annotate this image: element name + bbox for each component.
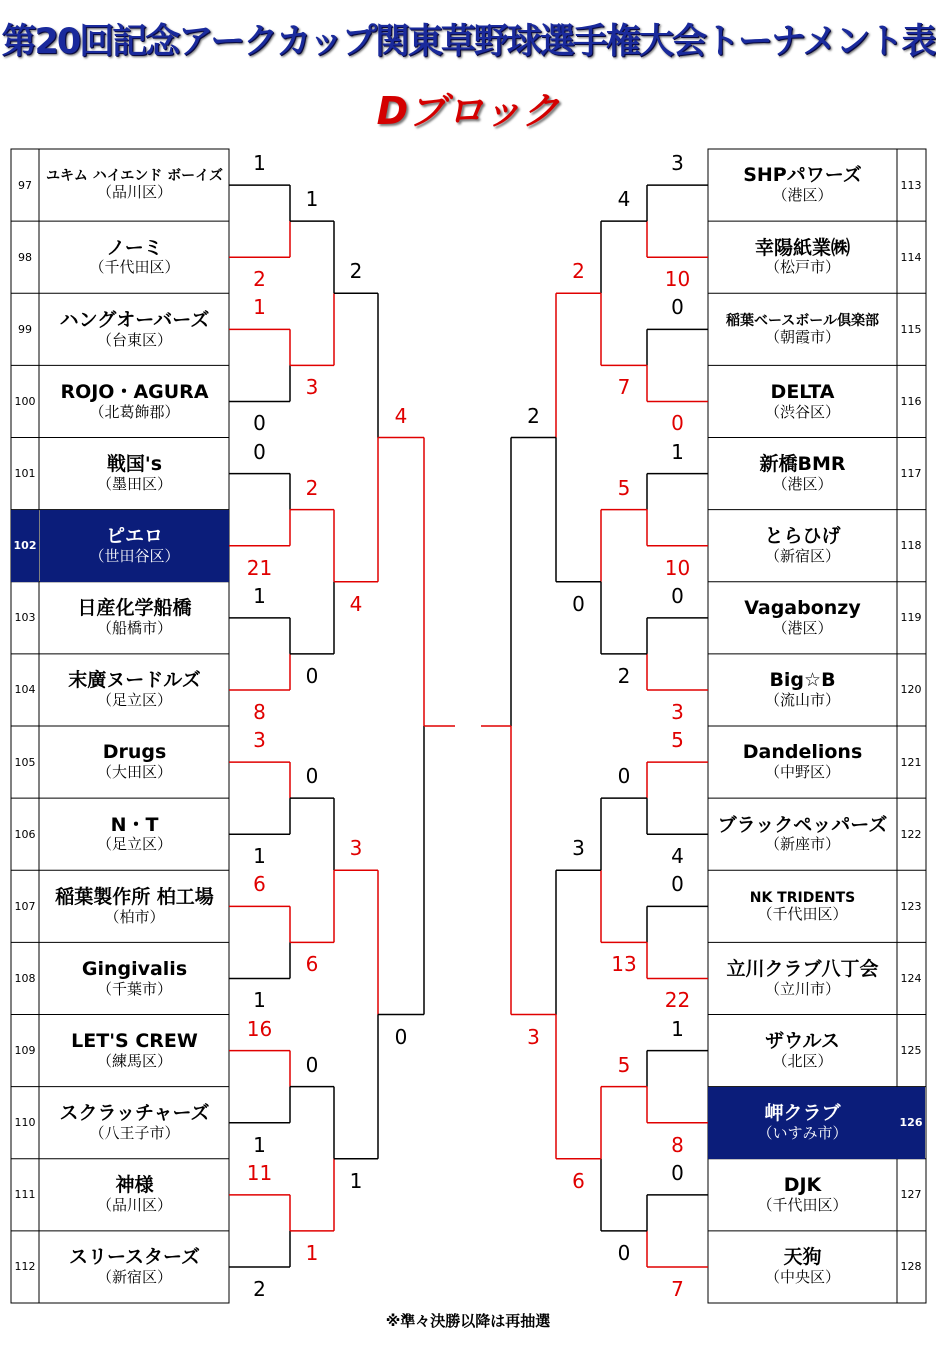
match-score: 1 <box>253 988 266 1013</box>
team-name: 幸陽紙業㈱ <box>754 236 850 259</box>
team-name: LET'S CREW <box>71 1029 198 1052</box>
team-number: 105 <box>14 755 36 769</box>
team-cell <box>40 1087 229 1159</box>
team-name: 新橋BMR <box>759 452 846 475</box>
team-cell <box>40 149 229 221</box>
match-score: 6 <box>305 952 319 977</box>
match-score: 3 <box>253 728 266 753</box>
team-area: （大田区） <box>96 763 172 782</box>
team-cell <box>708 582 897 654</box>
match-score: 11 <box>246 1160 273 1185</box>
team-area: （中野区） <box>764 763 840 782</box>
team-area: （立川市） <box>764 979 840 998</box>
match-score: 6 <box>572 1168 585 1193</box>
team-cell <box>708 1087 897 1159</box>
team-name: 神様 <box>115 1174 154 1197</box>
match-score: 1 <box>253 295 266 320</box>
team-name: ハングオーバーズ <box>59 308 210 331</box>
team-area: （北葛飾郡） <box>89 402 180 421</box>
team-cell <box>40 221 229 293</box>
match-score: 0 <box>572 591 585 616</box>
team-name: Big☆B <box>769 669 836 692</box>
team-name: 稲葉製作所 柏工場 <box>55 885 214 908</box>
team-area: （品川区） <box>96 183 172 202</box>
match-score: 10 <box>664 555 691 580</box>
team-number: 114 <box>900 250 922 264</box>
team-cell <box>708 798 897 870</box>
match-score: 1 <box>305 1240 319 1265</box>
team-number: 112 <box>14 1260 36 1274</box>
match-score: 7 <box>671 1276 684 1301</box>
team-area: （中央区） <box>764 1268 840 1287</box>
match-score: 1 <box>349 1168 363 1193</box>
team-name: DJK <box>783 1174 822 1197</box>
team-cell <box>40 365 229 437</box>
team-name: SHPパワーズ <box>743 164 862 187</box>
match-score: 22 <box>664 988 691 1013</box>
match-score: 0 <box>305 764 319 789</box>
team-number: 99 <box>18 322 32 336</box>
team-cell <box>40 293 229 365</box>
team-area: （品川区） <box>96 1196 172 1215</box>
team-cell <box>40 510 229 582</box>
team-number: 126 <box>897 1087 925 1159</box>
team-name: ユキム ハイエンド ボーイズ <box>46 168 223 185</box>
team-number: 109 <box>14 1044 36 1057</box>
team-area: （足立区） <box>96 835 172 854</box>
team-name: Drugs <box>102 741 167 764</box>
team-cell <box>40 1231 229 1303</box>
match-score: 0 <box>253 411 266 436</box>
match-score: 2 <box>527 403 540 428</box>
team-number: 98 <box>18 250 32 264</box>
team-number: 116 <box>900 394 922 408</box>
match-score: 2 <box>617 663 631 688</box>
team-cell <box>40 582 229 654</box>
match-score: 0 <box>253 439 266 464</box>
match-score: 10 <box>664 267 691 292</box>
team-area: （足立区） <box>96 691 172 710</box>
team-name: ROJO・AGURA <box>60 380 209 403</box>
team-cell <box>40 654 229 726</box>
team-cell <box>40 726 229 798</box>
team-number: 123 <box>900 899 922 913</box>
team-area: （新宿区） <box>764 546 840 565</box>
match-score: 2 <box>572 259 585 284</box>
team-cell <box>708 726 897 798</box>
team-area: （朝霞市） <box>764 327 840 346</box>
match-score: 4 <box>349 591 363 616</box>
team-area: （新座市） <box>764 835 840 854</box>
team-cell <box>708 365 897 437</box>
team-cell <box>708 1231 897 1303</box>
team-number: 101 <box>14 467 36 480</box>
match-score: 1 <box>671 1016 684 1041</box>
match-score: 0 <box>671 411 684 436</box>
team-area: （流山市） <box>764 691 840 710</box>
team-area: （新宿区） <box>96 1268 172 1287</box>
match-score: 21 <box>246 555 273 580</box>
match-score: 7 <box>617 375 631 400</box>
team-area: （船橋市） <box>96 619 172 638</box>
team-cell <box>708 293 897 365</box>
match-score: 1 <box>253 583 266 608</box>
team-area: （港区） <box>772 619 833 638</box>
match-score: 2 <box>305 475 319 500</box>
team-area: （港区） <box>772 186 833 205</box>
team-cell <box>708 149 897 221</box>
match-score: 1 <box>253 1132 266 1157</box>
team-area: （練馬区） <box>96 1051 172 1070</box>
team-area: （千葉市） <box>96 979 172 998</box>
match-score: 16 <box>246 1016 273 1041</box>
match-score: 13 <box>611 952 637 977</box>
team-cell <box>708 510 897 582</box>
team-name: 天狗 <box>783 1246 822 1269</box>
team-name: 日産化学船橋 <box>77 597 192 620</box>
team-cell <box>708 1015 897 1087</box>
team-number: 118 <box>900 539 922 553</box>
team-cell <box>40 798 229 870</box>
team-area: （渋谷区） <box>764 402 840 421</box>
team-number: 107 <box>14 899 36 913</box>
team-name: 岬クラブ <box>764 1102 841 1125</box>
team-cell <box>708 1159 897 1231</box>
match-score: 3 <box>305 375 319 400</box>
match-score: 5 <box>617 475 631 500</box>
team-cell <box>708 870 897 942</box>
team-number: 103 <box>14 611 36 625</box>
footer-note: ※準々決勝以降は再抽選 <box>385 1312 551 1330</box>
team-area: （松戸市） <box>764 258 840 277</box>
match-score: 3 <box>572 836 585 861</box>
team-number: 102 <box>11 510 39 582</box>
match-score: 5 <box>617 1052 631 1077</box>
team-name: スリースターズ <box>68 1246 201 1269</box>
match-score: 0 <box>671 1160 684 1185</box>
team-cell <box>40 438 229 510</box>
team-area: （台東区） <box>96 330 172 349</box>
team-area: （墨田区） <box>96 474 172 493</box>
match-score: 8 <box>671 1132 684 1157</box>
match-score: 1 <box>671 439 684 464</box>
match-score: 0 <box>617 1240 631 1265</box>
match-score: 0 <box>305 663 319 688</box>
team-number: 128 <box>900 1260 922 1274</box>
team-name: 戦国's <box>106 452 163 475</box>
match-score: 0 <box>671 872 684 897</box>
team-name: NK TRIDENTS <box>749 889 856 906</box>
team-name: Gingivalis <box>81 957 188 980</box>
team-number: 117 <box>900 467 922 480</box>
team-area: （世田谷区） <box>89 546 180 565</box>
team-number: 100 <box>14 394 36 408</box>
match-score: 3 <box>671 699 684 724</box>
match-score: 3 <box>527 1024 540 1049</box>
team-cell <box>40 1015 229 1087</box>
team-area: （八王子市） <box>89 1123 180 1142</box>
match-score: 1 <box>253 844 266 869</box>
team-area: （柏市） <box>104 907 165 926</box>
team-number: 120 <box>900 683 922 697</box>
page-title: 第20回記念アークカップ関東草野球選手権大会トーナメント表 <box>1 22 935 62</box>
team-number: 122 <box>900 827 922 841</box>
match-score: 8 <box>253 699 266 724</box>
team-area: （千代田区） <box>757 1196 848 1215</box>
team-number: 110 <box>14 1116 36 1130</box>
match-score: 0 <box>671 583 684 608</box>
match-score: 6 <box>253 872 266 897</box>
team-number: 104 <box>14 683 36 697</box>
team-cell <box>708 654 897 726</box>
team-number: 127 <box>900 1188 922 1202</box>
block-title: Dブロック <box>376 89 560 133</box>
team-name: スクラッチャーズ <box>59 1102 210 1125</box>
match-score: 1 <box>253 151 266 176</box>
team-number: 121 <box>900 755 922 769</box>
team-number: 125 <box>900 1044 922 1057</box>
match-score: 3 <box>349 836 363 861</box>
team-area: （北区） <box>772 1051 833 1070</box>
match-score: 0 <box>617 764 631 789</box>
team-name: 末廣ヌードルズ <box>68 669 201 692</box>
team-cell <box>40 1159 229 1231</box>
team-cell <box>708 942 897 1014</box>
match-score: 0 <box>394 1024 408 1049</box>
match-score: 3 <box>671 151 684 176</box>
match-score: 2 <box>349 259 363 284</box>
team-cell <box>40 870 229 942</box>
team-area: （港区） <box>772 474 833 493</box>
match-score: 0 <box>305 1052 319 1077</box>
match-score: 4 <box>617 187 631 212</box>
team-number: 111 <box>14 1188 36 1202</box>
match-score: 5 <box>671 728 684 753</box>
match-score: 4 <box>671 844 684 869</box>
team-number: 97 <box>18 178 32 192</box>
team-area: （千代田区） <box>757 904 848 923</box>
team-name: ザウルス <box>765 1029 840 1052</box>
team-name: N・T <box>110 813 159 836</box>
team-number: 119 <box>900 611 922 625</box>
team-name: 稲葉ベースボール倶楽部 <box>725 312 880 329</box>
match-score: 4 <box>394 403 408 428</box>
team-area: （千代田区） <box>89 258 180 277</box>
team-name: ピエロ <box>105 525 163 548</box>
team-cell <box>708 438 897 510</box>
team-number: 113 <box>900 178 922 192</box>
match-score: 2 <box>253 1276 266 1301</box>
team-number: 115 <box>900 322 922 336</box>
team-name: Vagabonzy <box>744 597 861 620</box>
team-number: 124 <box>900 971 922 985</box>
match-score: 0 <box>671 295 684 320</box>
match-score: 1 <box>305 187 319 212</box>
team-name: ノーミ <box>106 236 163 259</box>
team-number: 108 <box>14 971 36 985</box>
team-number: 106 <box>14 827 36 841</box>
team-area: （いすみ市） <box>757 1123 848 1142</box>
match-score: 2 <box>253 267 266 292</box>
team-name: とらひげ <box>764 525 841 548</box>
team-name: ブラックペッパーズ <box>717 813 888 836</box>
team-cell <box>40 942 229 1014</box>
team-name: DELTA <box>770 380 835 403</box>
team-name: 立川クラブ八丁会 <box>726 957 879 980</box>
team-name: Dandelions <box>742 741 863 764</box>
team-cell <box>708 221 897 293</box>
